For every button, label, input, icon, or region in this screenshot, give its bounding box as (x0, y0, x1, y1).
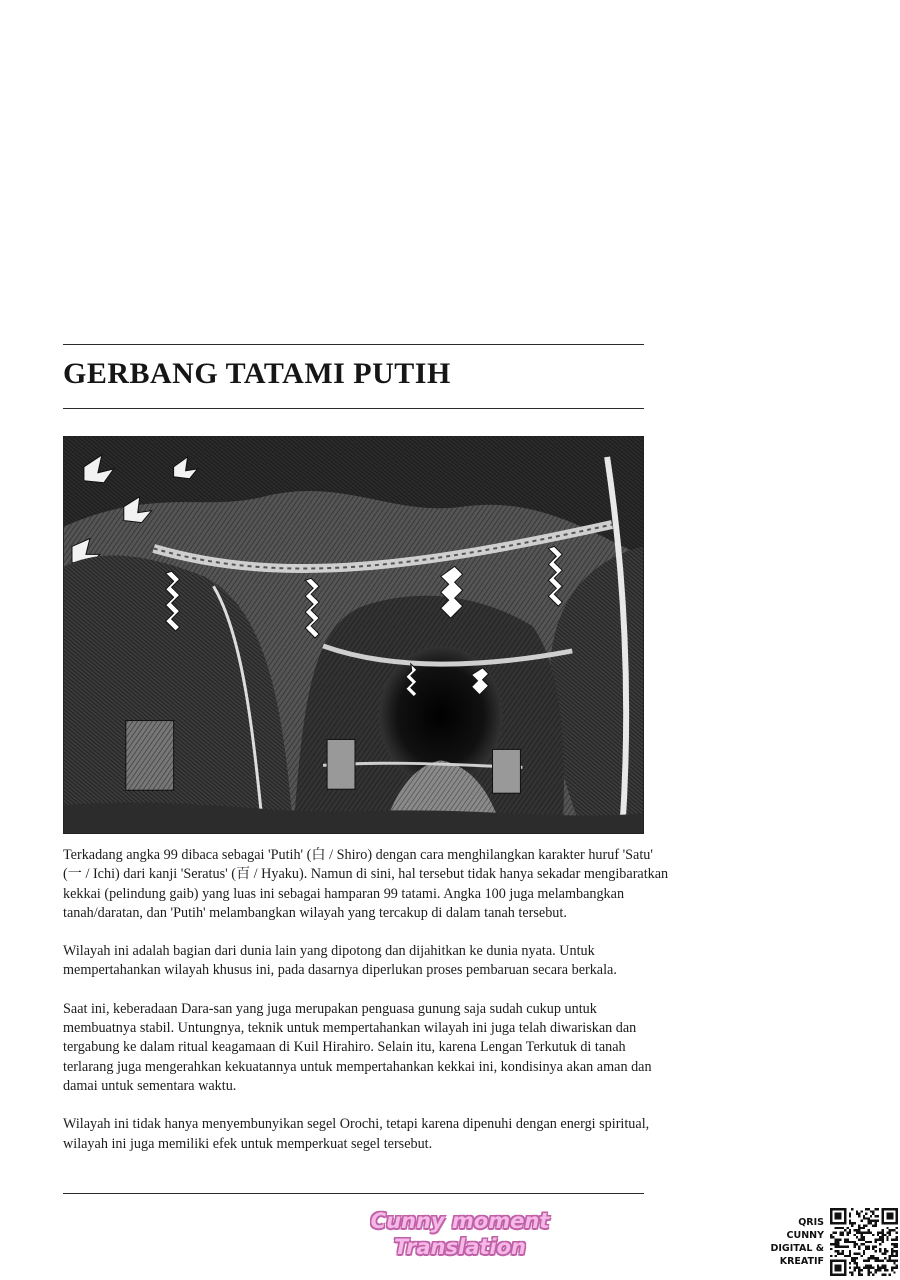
qr-module (858, 1267, 860, 1269)
qr-module (863, 1260, 865, 1262)
qr-module (837, 1253, 839, 1255)
qr-module (865, 1246, 867, 1248)
qr-module (865, 1217, 867, 1219)
qr-module (858, 1271, 860, 1273)
qr-module (893, 1260, 895, 1262)
qr-module (853, 1260, 855, 1262)
top-rule (63, 344, 644, 345)
qr-module (872, 1248, 874, 1250)
qr-module (870, 1264, 872, 1266)
qr-module (889, 1229, 891, 1231)
qr-module (884, 1257, 886, 1259)
qr-module (860, 1238, 862, 1240)
qr-module (837, 1250, 839, 1252)
qr-module (882, 1267, 884, 1269)
qr-module (839, 1234, 841, 1236)
qr-module (863, 1217, 865, 1219)
qr-module (863, 1253, 865, 1255)
qr-module (839, 1227, 841, 1229)
qr-module (891, 1238, 893, 1240)
qr-module (853, 1257, 855, 1259)
qr-module (877, 1215, 879, 1217)
qr-module (877, 1220, 879, 1222)
qr-module (837, 1241, 839, 1243)
qr-module (856, 1264, 858, 1266)
qr-module (853, 1222, 855, 1224)
qr-module (860, 1269, 862, 1271)
qr-module (870, 1271, 872, 1273)
qr-module (851, 1271, 853, 1273)
qr-module (865, 1267, 867, 1269)
qr-module (884, 1250, 886, 1252)
qr-module (856, 1229, 858, 1231)
paragraph-1: Terkadang angka 99 dibaca sebagai 'Putih' (白 / Shiro) dengan cara menghilangkan karakter huruf 'Satu' (一 / Ichi) dari kanji 'Seratus' (百 / Hyaku). Namun di sini, hal tersebut tidak hanya sekadar mengibaratkan kekkai (pelindung gaib) yang luas ini sebagai hamparan 99 tatami. Angka 100 juga melambangkan tanah/daratan, dan 'Putih' melambangkan wilayah yang tercakup di dalam tanah tersebut. (63, 847, 669, 921)
qr-module (875, 1269, 877, 1271)
qr-module (870, 1222, 872, 1224)
qr-module (860, 1255, 862, 1257)
qr-module (879, 1238, 881, 1240)
qr-module (870, 1220, 872, 1222)
qr-module (846, 1241, 848, 1243)
qr-module (856, 1253, 858, 1255)
qr-module (879, 1236, 881, 1238)
qr-module (886, 1231, 888, 1233)
qr-module (851, 1257, 853, 1259)
qr-module (863, 1227, 865, 1229)
qr-module (872, 1224, 874, 1226)
qr-module (884, 1248, 886, 1250)
qr-module (830, 1236, 832, 1238)
qr-module (837, 1238, 839, 1240)
qr-code-icon[interactable] (830, 1208, 898, 1276)
qr-module (875, 1241, 877, 1243)
qr-module (835, 1255, 837, 1257)
qr-module (860, 1220, 862, 1222)
qr-module (835, 1243, 837, 1245)
qr-module (849, 1222, 851, 1224)
qr-module (889, 1231, 891, 1233)
qr-module (860, 1234, 862, 1236)
qr-module (856, 1257, 858, 1259)
qr-module (882, 1260, 884, 1262)
credit-line-2: Translation (394, 1235, 526, 1259)
qr-module (882, 1229, 884, 1231)
qr-module (851, 1241, 853, 1243)
qr-module (896, 1255, 898, 1257)
qr-module (882, 1231, 884, 1233)
qr-module (889, 1260, 891, 1262)
qr-module (849, 1231, 851, 1233)
qr-module (870, 1257, 872, 1259)
qr-module (875, 1246, 877, 1248)
qr-module (875, 1271, 877, 1273)
qr-module (858, 1229, 860, 1231)
qr-module (872, 1220, 874, 1222)
qr-module (858, 1224, 860, 1226)
qr-module (879, 1231, 881, 1233)
qr-module (875, 1222, 877, 1224)
qr-module (858, 1238, 860, 1240)
qr-module (879, 1267, 881, 1269)
qr-module (879, 1243, 881, 1245)
qr-module (893, 1267, 895, 1269)
qr-module (886, 1250, 888, 1252)
qr-module (846, 1234, 848, 1236)
qr-module (844, 1241, 846, 1243)
qr-module (846, 1231, 848, 1233)
qr-module (893, 1262, 895, 1264)
qr-module (832, 1231, 834, 1233)
qr-module (865, 1231, 867, 1233)
qr-module (853, 1269, 855, 1271)
qr-module (896, 1253, 898, 1255)
qr-module (891, 1260, 893, 1262)
qr-module (868, 1257, 870, 1259)
qr-module (846, 1255, 848, 1257)
qr-module (879, 1250, 881, 1252)
qr-module (868, 1267, 870, 1269)
qr-module (884, 1264, 886, 1266)
qr-module (879, 1260, 881, 1262)
qr-module (877, 1257, 879, 1259)
qr-module (893, 1243, 895, 1245)
qr-module (893, 1229, 895, 1231)
body-text (63, 846, 673, 1173)
qr-module (835, 1241, 837, 1243)
qr-module (868, 1246, 870, 1248)
qr-module (844, 1238, 846, 1240)
qr-module (891, 1255, 893, 1257)
qr-module (853, 1246, 855, 1248)
qr-module (868, 1241, 870, 1243)
qr-module (884, 1234, 886, 1236)
qr-module (889, 1274, 891, 1276)
qr-module (879, 1269, 881, 1271)
qr-module (891, 1253, 893, 1255)
bottom-rule (63, 1193, 644, 1194)
translator-credit-logo (340, 1208, 580, 1260)
qr-module (870, 1267, 872, 1269)
qr-module (891, 1248, 893, 1250)
qr-module (863, 1231, 865, 1233)
qr-module (870, 1215, 872, 1217)
qr-module (875, 1250, 877, 1252)
qr-module (842, 1250, 844, 1252)
qr-module (839, 1238, 841, 1240)
qr-module (879, 1248, 881, 1250)
qr-module (860, 1243, 862, 1245)
qr-module (868, 1208, 870, 1210)
qr-module (868, 1217, 870, 1219)
qr-finder-pattern (835, 1264, 842, 1271)
qr-module (839, 1231, 841, 1233)
qr-module (853, 1234, 855, 1236)
qr-module (837, 1227, 839, 1229)
qr-module (868, 1269, 870, 1271)
qr-module (872, 1267, 874, 1269)
qr-module (868, 1248, 870, 1250)
qr-module (877, 1269, 879, 1271)
qr-module (893, 1271, 895, 1273)
qr-module (856, 1236, 858, 1238)
qr-module (858, 1274, 860, 1276)
qr-module (877, 1267, 879, 1269)
qr-module (863, 1215, 865, 1217)
qr-module (893, 1246, 895, 1248)
qr-module (853, 1229, 855, 1231)
qr-module (830, 1255, 832, 1257)
qr-module (835, 1246, 837, 1248)
qr-code-graphic (830, 1208, 898, 1276)
qr-module (860, 1210, 862, 1212)
qr-module (889, 1257, 891, 1259)
qr-module (891, 1269, 893, 1271)
qr-module (839, 1253, 841, 1255)
qr-module (849, 1253, 851, 1255)
qr-module (851, 1260, 853, 1262)
qr-module (868, 1274, 870, 1276)
qr-module (870, 1241, 872, 1243)
title-rule (63, 408, 644, 409)
qr-module (872, 1213, 874, 1215)
qr-module (875, 1238, 877, 1240)
qr-module (889, 1234, 891, 1236)
qr-module (853, 1267, 855, 1269)
qr-module (889, 1255, 891, 1257)
qr-module (830, 1248, 832, 1250)
qr-module (882, 1253, 884, 1255)
qr-module (882, 1264, 884, 1266)
qr-module (875, 1260, 877, 1262)
qr-module (856, 1210, 858, 1212)
qr-module (877, 1208, 879, 1210)
qr-module (849, 1213, 851, 1215)
qr-module (835, 1250, 837, 1252)
qr-module (835, 1227, 837, 1229)
qr-module (882, 1241, 884, 1243)
qr-module (872, 1210, 874, 1212)
qr-module (842, 1234, 844, 1236)
qr-module (865, 1248, 867, 1250)
qr-module (858, 1213, 860, 1215)
qr-module (884, 1267, 886, 1269)
qr-module (851, 1224, 853, 1226)
page-title: GERBANG TATAMI PUTIH (63, 357, 451, 390)
qr-module (882, 1236, 884, 1238)
qr-module (882, 1234, 884, 1236)
qr-module (860, 1274, 862, 1276)
qr-module (891, 1229, 893, 1231)
qr-module (849, 1255, 851, 1257)
qr-module (865, 1260, 867, 1262)
qr-module (846, 1246, 848, 1248)
qr-module (842, 1253, 844, 1255)
qr-module (842, 1227, 844, 1229)
qr-module (886, 1260, 888, 1262)
qr-finder-pattern (886, 1213, 893, 1220)
qr-module (844, 1229, 846, 1231)
qr-module (832, 1243, 834, 1245)
qr-module (858, 1269, 860, 1271)
qr-module (868, 1222, 870, 1224)
qr-module (863, 1238, 865, 1240)
qr-module (870, 1255, 872, 1257)
qr-module (872, 1257, 874, 1259)
qr-module (849, 1250, 851, 1252)
qr-module (868, 1264, 870, 1266)
qr-module (896, 1243, 898, 1245)
qr-module (884, 1274, 886, 1276)
qr-module (856, 1243, 858, 1245)
paragraph-4: Wilayah ini tidak hanya menyembunyikan segel Orochi, tetapi karena dipenuhi dengan energi spiritual, wilayah ini juga memiliki efek untuk memperkuat segel tersebut. (63, 1116, 650, 1152)
qr-module (893, 1255, 895, 1257)
qr-module (872, 1246, 874, 1248)
qr-module (851, 1208, 853, 1210)
qr-module (865, 1224, 867, 1226)
qr-module (865, 1208, 867, 1210)
qr-module (849, 1271, 851, 1273)
credit-line-1: Cunny moment (370, 1209, 550, 1233)
qr-module (853, 1241, 855, 1243)
qr-module (856, 1267, 858, 1269)
illustration-art (64, 437, 643, 833)
qr-module (884, 1253, 886, 1255)
qr-module (868, 1229, 870, 1231)
qr-module (853, 1243, 855, 1245)
qr-module (839, 1246, 841, 1248)
qr-module (858, 1227, 860, 1229)
qr-module (835, 1238, 837, 1240)
qr-module (877, 1238, 879, 1240)
qr-module (853, 1253, 855, 1255)
qr-module (868, 1231, 870, 1233)
qr-module (896, 1227, 898, 1229)
qr-module (870, 1210, 872, 1212)
qr-module (882, 1274, 884, 1276)
qr-module (872, 1255, 874, 1257)
qr-module (858, 1231, 860, 1233)
qr-module (849, 1229, 851, 1231)
qr-module (882, 1238, 884, 1240)
qr-module (891, 1243, 893, 1245)
qr-module (884, 1269, 886, 1271)
qr-module (863, 1236, 865, 1238)
qr-module (877, 1234, 879, 1236)
qr-module (886, 1236, 888, 1238)
qr-module (893, 1250, 895, 1252)
qr-module (896, 1238, 898, 1240)
qr-module (846, 1238, 848, 1240)
paragraph-3: Saat ini, keberadaan Dara-san yang juga merupakan penguasa gunung saja sudah cukup untuk membuatnya stabil. Untungnya, teknik untuk mempertahankan wilayah ini juga telah diwariskan dan tergabung ke dalam ritual keagamaan di Kuil Hirahiro. Selain itu, karena Lengan Terkutuk di tanah terlarang juga mengerahkan kekuatannya untuk mempertahankan kekkai ini, kondisinya akan aman dan damai untuk sementara waktu. (63, 1000, 652, 1094)
qr-module (860, 1236, 862, 1238)
qr-module (896, 1267, 898, 1269)
paragraph-2: Wilayah ini adalah bagian dari dunia lain yang dipotong dan dijahitkan ke dunia nyata. Untuk mempertahankan wilayah khusus ini, pada dasarnya diperlukan proses pembaruan secara berkala. (63, 943, 617, 979)
qr-module (846, 1227, 848, 1229)
qr-module (865, 1213, 867, 1215)
qr-module (853, 1262, 855, 1264)
qr-module (844, 1246, 846, 1248)
qr-module (856, 1231, 858, 1233)
qr-module (872, 1234, 874, 1236)
qr-module (863, 1224, 865, 1226)
qr-module (842, 1231, 844, 1233)
qr-module (856, 1262, 858, 1264)
qr-module (837, 1246, 839, 1248)
qr-module (875, 1257, 877, 1259)
qr-module (872, 1274, 874, 1276)
qr-module (858, 1248, 860, 1250)
qr-module (858, 1253, 860, 1255)
qr-module (896, 1231, 898, 1233)
qr-module (896, 1260, 898, 1262)
qr-module (835, 1231, 837, 1233)
qr-module (868, 1260, 870, 1262)
qr-module (868, 1220, 870, 1222)
qr-module (851, 1274, 853, 1276)
qr-module (856, 1213, 858, 1215)
qr-module (858, 1215, 860, 1217)
qr-module (849, 1267, 851, 1269)
qr-module (896, 1264, 898, 1266)
qr-module (844, 1255, 846, 1257)
qr-module (863, 1267, 865, 1269)
qr-module (891, 1267, 893, 1269)
qr-finder-pattern (835, 1213, 842, 1220)
qris-label: QRIS CUNNY DIGITAL & KREATIF (770, 1217, 824, 1267)
qr-module (863, 1243, 865, 1245)
qr-module (849, 1215, 851, 1217)
qr-module (842, 1246, 844, 1248)
qr-module (875, 1224, 877, 1226)
qr-module (863, 1250, 865, 1252)
qr-module (875, 1208, 877, 1210)
qr-module (896, 1236, 898, 1238)
qr-module (891, 1250, 893, 1252)
qr-module (877, 1231, 879, 1233)
qr-module (886, 1269, 888, 1271)
qr-module (877, 1260, 879, 1262)
qr-module (865, 1264, 867, 1266)
qr-module (896, 1250, 898, 1252)
qr-module (830, 1243, 832, 1245)
qr-module (875, 1220, 877, 1222)
qr-module (860, 1231, 862, 1233)
qr-module (868, 1271, 870, 1273)
qr-module (849, 1241, 851, 1243)
qr-module (870, 1231, 872, 1233)
qr-module (893, 1238, 895, 1240)
qr-module (851, 1222, 853, 1224)
shrine-cave-gate-illustration (63, 436, 644, 834)
qr-module (896, 1246, 898, 1248)
qr-module (886, 1227, 888, 1229)
qr-module (849, 1262, 851, 1264)
qr-module (877, 1264, 879, 1266)
qr-module (837, 1243, 839, 1245)
qr-module (830, 1234, 832, 1236)
qr-module (832, 1236, 834, 1238)
qr-module (865, 1241, 867, 1243)
qr-module (886, 1238, 888, 1240)
qr-module (849, 1220, 851, 1222)
qr-module (858, 1246, 860, 1248)
qr-module (860, 1227, 862, 1229)
qr-module (875, 1215, 877, 1217)
